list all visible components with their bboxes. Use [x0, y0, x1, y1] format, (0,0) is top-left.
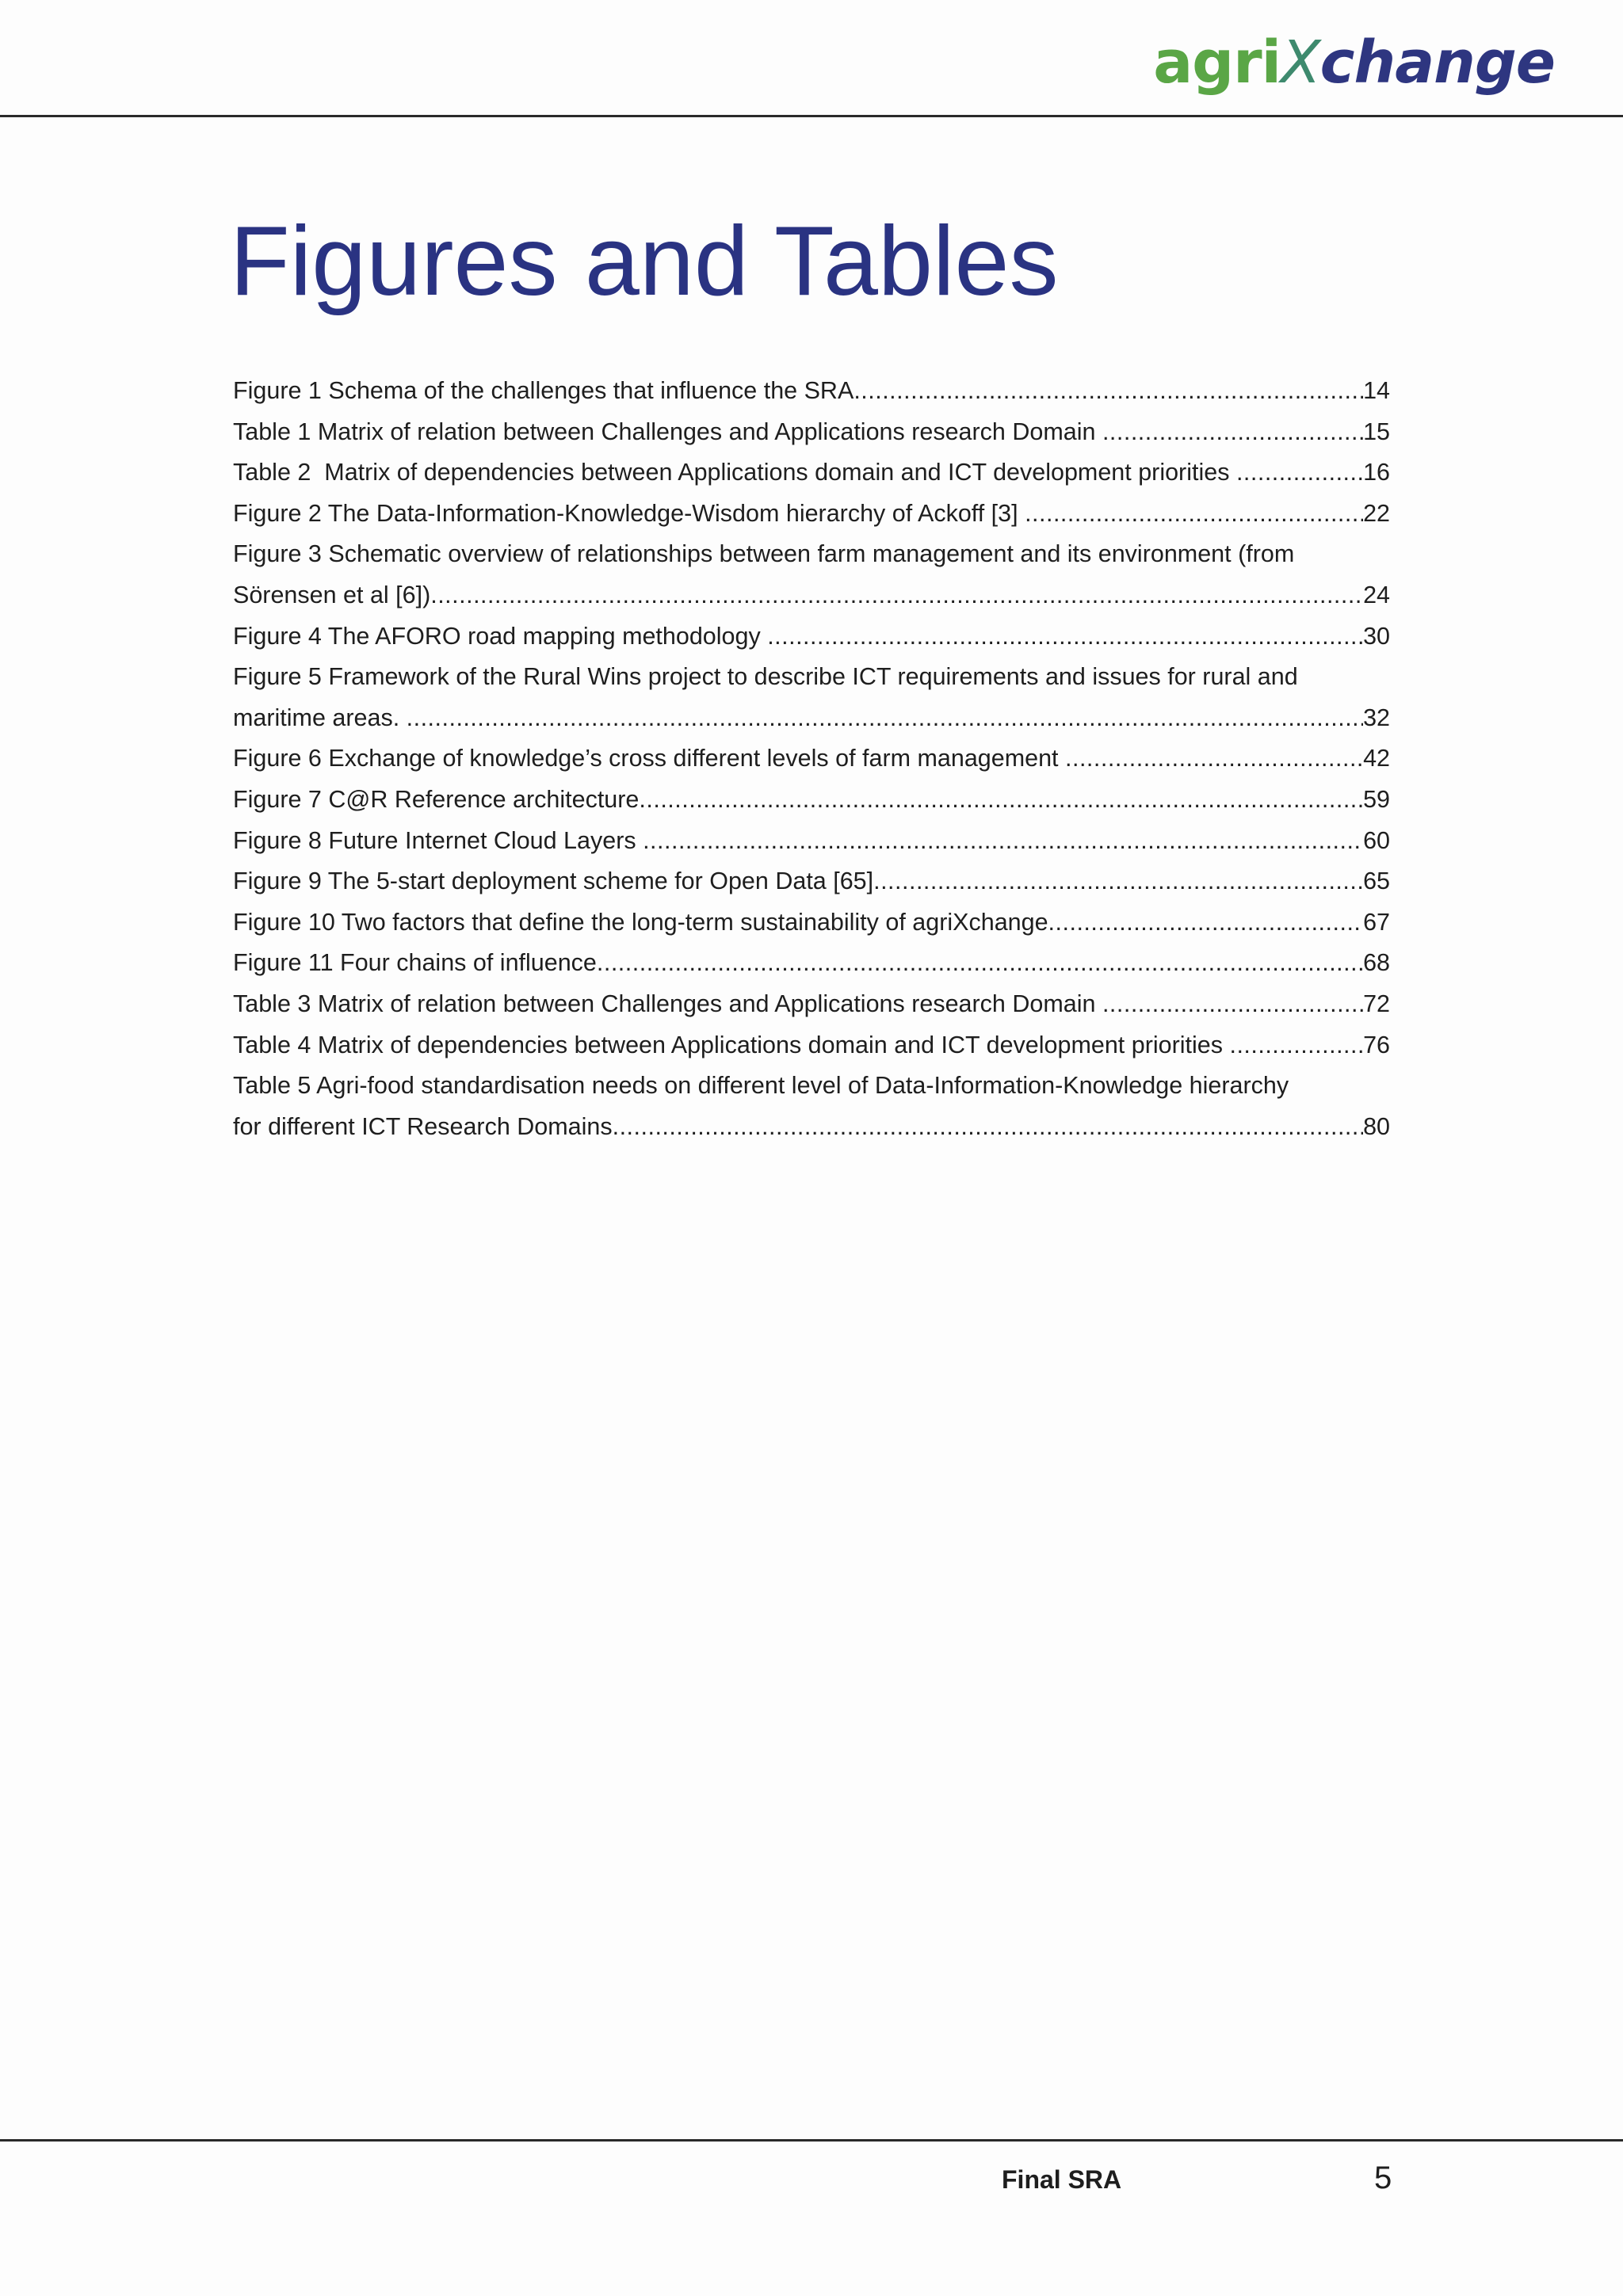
toc-entry-title: Figure 8 Future Internet Cloud Layers	[233, 826, 643, 854]
dot-leader	[613, 1107, 1363, 1148]
toc-entry-title: Table 2 Matrix of dependencies between Applications domain and ICT development priorities	[233, 459, 1236, 486]
dot-leader	[1048, 902, 1364, 944]
page-title: Figures and Tables	[230, 207, 1059, 316]
dot-leader	[1236, 452, 1363, 494]
toc-entry-page-number: 72	[1363, 990, 1390, 1017]
dot-leader	[1102, 412, 1363, 453]
toc-entry[interactable]	[233, 494, 1390, 535]
toc-entry[interactable]	[233, 698, 1390, 739]
toc-entry-title: Figure 4 The AFORO road mapping methodology	[233, 622, 768, 650]
toc-entry-title: Figure 6 Exchange of knowledge’s cross different levels of farm management	[233, 745, 1065, 772]
toc-entry-title: Figure 11 Four chains of influence	[233, 949, 597, 977]
toc-entry[interactable]	[233, 943, 1390, 984]
footer-page-number: 5	[1374, 2161, 1392, 2195]
toc-entry-page-number: 42	[1363, 745, 1390, 772]
toc-entry-title: Figure 7 C@R Reference architecture	[233, 785, 640, 813]
figures-tables-list	[233, 371, 1390, 1147]
toc-entry-title: Table 4 Matrix of dependencies between Applications domain and ICT development priorities	[233, 1031, 1230, 1058]
logo-x-text: X	[1280, 29, 1320, 97]
toc-entry-page-number: 32	[1363, 704, 1390, 731]
toc-entry-title: for different ICT Research Domains	[233, 1112, 613, 1140]
toc-entry[interactable]	[233, 861, 1390, 902]
dot-leader	[873, 861, 1363, 902]
toc-entry-title: Table 3 Matrix of relation between Challenges and Applications research Domain	[233, 990, 1102, 1017]
logo-change-text: change	[1319, 29, 1555, 97]
toc-entry-title: Figure 1 Schema of the challenges that influence the SRA	[233, 377, 854, 404]
toc-entry-title: maritime areas.	[233, 704, 407, 731]
toc-entry-page-number: 65	[1363, 868, 1390, 895]
toc-entry[interactable]	[233, 780, 1390, 821]
toc-entry-page-number: 16	[1363, 459, 1390, 486]
toc-entry-title: Figure 2 The Data-Information-Knowledge-Wisdom hierarchy of Ackoff [3]	[233, 499, 1025, 527]
toc-entry[interactable]	[233, 1025, 1390, 1066]
dot-leader	[1025, 494, 1363, 535]
toc-entry[interactable]	[233, 412, 1390, 453]
dot-leader	[767, 616, 1363, 658]
dot-leader	[597, 943, 1363, 984]
dot-leader	[639, 780, 1363, 821]
toc-entry-page-number: 59	[1363, 785, 1390, 813]
header-divider	[0, 115, 1623, 117]
footer-document-label: Final SRA	[1002, 2165, 1122, 2194]
toc-entry-page-number: 76	[1363, 1031, 1390, 1058]
dot-leader	[1229, 1025, 1363, 1066]
dot-leader	[854, 371, 1363, 412]
dot-leader	[407, 698, 1363, 739]
toc-entry[interactable]	[233, 452, 1390, 494]
toc-entry-page-number: 22	[1363, 499, 1390, 527]
toc-entry-page-number: 15	[1363, 418, 1390, 445]
toc-entry[interactable]	[233, 1107, 1390, 1148]
dot-leader	[430, 575, 1363, 616]
toc-entry-page-number: 14	[1363, 377, 1390, 404]
agrixchange-logo	[1153, 29, 1555, 97]
toc-entry[interactable]	[233, 575, 1390, 616]
toc-entry[interactable]	[233, 902, 1390, 944]
footer-divider	[0, 2139, 1623, 2142]
toc-entry-title: Figure 10 Two factors that define the long-term sustainability of agriXchange	[233, 908, 1048, 936]
toc-entry-page-number: 24	[1363, 581, 1390, 608]
toc-entry-page-number: 30	[1363, 622, 1390, 650]
toc-entry-page-number: 68	[1363, 949, 1390, 977]
toc-entry[interactable]	[233, 616, 1390, 658]
toc-entry[interactable]	[233, 371, 1390, 412]
toc-entry[interactable]	[233, 984, 1390, 1025]
toc-entry-page-number: 60	[1363, 826, 1390, 854]
dot-leader	[1065, 738, 1363, 780]
toc-entry-title: Table 1 Matrix of relation between Challenges and Applications research Domain	[233, 418, 1102, 445]
logo-agri-text: agri	[1153, 29, 1281, 97]
toc-entry-first-line[interactable]: Figure 5 Framework of the Rural Wins project to describe ICT requirements and issues for rural and	[233, 663, 1298, 691]
toc-entry-first-line[interactable]: Table 5 Agri-food standardisation needs on different level of Data-Information-Knowledge hierarchy	[233, 1072, 1289, 1100]
toc-entry-page-number: 80	[1363, 1112, 1390, 1140]
toc-entry-title: Figure 9 The 5-start deployment scheme for Open Data [65]	[233, 868, 874, 895]
toc-entry[interactable]	[233, 738, 1390, 780]
dot-leader	[1102, 984, 1363, 1025]
toc-entry-page-number: 67	[1363, 908, 1390, 936]
toc-entry-first-line[interactable]: Figure 3 Schematic overview of relationships between farm management and its environment (from	[233, 540, 1295, 568]
toc-entry[interactable]	[233, 821, 1390, 862]
dot-leader	[643, 821, 1363, 862]
toc-entry-title: Sörensen et al [6])	[233, 581, 431, 608]
